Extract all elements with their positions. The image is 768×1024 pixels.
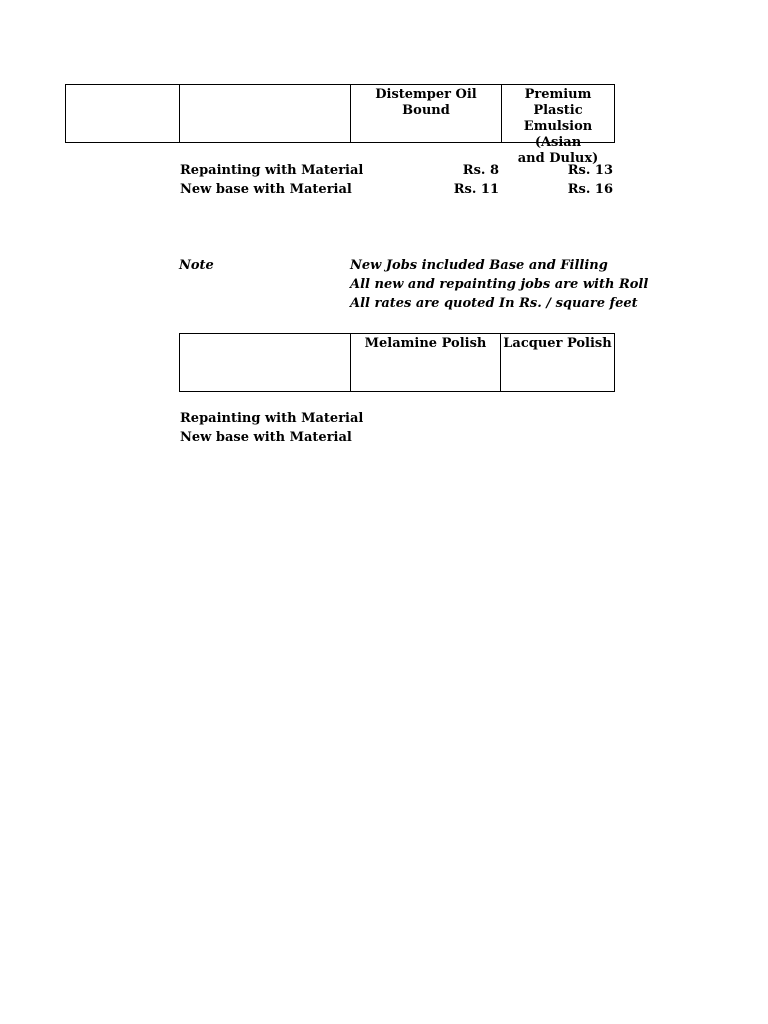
row-label-repainting: Repainting with Material	[180, 163, 364, 178]
row-label-repainting: Repainting with Material	[180, 411, 364, 426]
header-distemper-oil-bound: Distemper Oil Bound	[375, 87, 477, 118]
column-divider	[350, 85, 351, 142]
note-line: All rates are quoted In Rs. / square feet	[350, 296, 638, 311]
note-line: All new and repainting jobs are with Roll	[350, 277, 649, 292]
header-melamine-polish: Melamine Polish	[364, 336, 487, 351]
header-premium-plastic-emulsion: Premium Plastic Emulsion (Asian and Dulux)	[517, 87, 599, 166]
value-premium-repainting: Rs. 13	[567, 163, 613, 178]
note-label: Note	[179, 258, 214, 273]
header-lacquer-polish: Lacquer Polish	[503, 336, 612, 351]
value-premium-new-base: Rs. 16	[567, 182, 613, 197]
value-distemper-new-base: Rs. 11	[453, 182, 499, 197]
paint-rates-table-header	[65, 84, 615, 166]
polish-rates-table-header	[179, 333, 615, 392]
value-distemper-repainting: Rs. 8	[462, 163, 499, 178]
row-label-new-base: New base with Material	[180, 430, 352, 445]
row-label-new-base: New base with Material	[180, 182, 352, 197]
note-line: New Jobs included Base and Filling	[350, 258, 608, 273]
column-divider	[179, 85, 180, 142]
